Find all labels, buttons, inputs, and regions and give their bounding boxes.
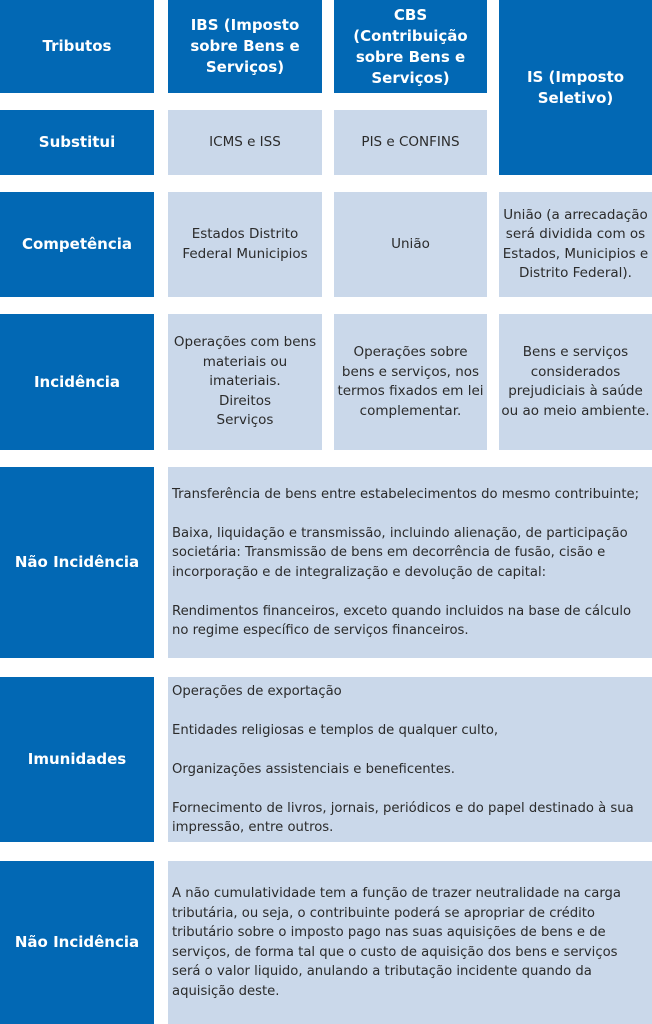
- paragraph: Rendimentos financeiros, exceto quando incluidos na base de cálculo no regime específico de serviços financeiros.: [172, 603, 632, 638]
- row-header-nao-cumulatividade: Não Incidência: [0, 861, 154, 1024]
- cell-substitui-cbs: PIS e CONFINS: [334, 110, 487, 175]
- cell-incidencia-is: Bens e serviços considerados prejudiciais à saúde ou ao meio ambiente.: [499, 314, 652, 450]
- label: Tributos: [42, 37, 112, 55]
- paragraph: Baixa, liquidação e transmissão, incluindo alienação, de participação societária: Transmissão de bens em decorrência de fusão, cisão e incorporação e de integralização e devolução de capital:: [172, 525, 628, 580]
- cell-competencia-cbs: União: [334, 192, 487, 297]
- cell-competencia-ibs: Estados Distrito Federal Municipios: [168, 192, 322, 297]
- cell-competencia-is: União (a arrecadação será dividida com os Estados, Municipios e Distrito Federal).: [499, 192, 652, 297]
- paragraph: Organizações assistenciais e beneficentes.: [172, 761, 455, 777]
- row-header-substitui: Substitui: [0, 110, 154, 175]
- column-header-cbs: CBS (Contribuição sobre Bens e Serviços): [334, 0, 487, 93]
- cell-incidencia-cbs: Operações sobre bens e serviços, nos termos fixados em lei complementar.: [334, 314, 487, 450]
- row-header-incidencia: Incidência: [0, 314, 154, 450]
- cell-substitui-ibs: ICMS e ISS: [168, 110, 322, 175]
- paragraph: Fornecimento de livros, jornais, periódicos e do papel destinado à sua impressão, entre outros.: [172, 800, 634, 835]
- cell-imunidades: [168, 677, 652, 842]
- row-header-competencia: Competência: [0, 192, 154, 297]
- column-header-is: IS (Imposto Seletivo): [499, 0, 652, 175]
- cell-nao-incidencia: [168, 467, 652, 658]
- paragraph: A não cumulatividade tem a função de trazer neutralidade na carga tributária, ou seja, o contribuinte poderá se apropriar de crédito tributário sobre o imposto pago nas suas aquisições de bens e de serviços, de forma tal que o custo de aquisição dos bens e serviços será o valor liquido, anulando a tributação incidente quando da aquisição deste.: [172, 886, 622, 999]
- cell-incidencia-ibs: Operações com bens materiais ou imateriais. Direitos Serviços: [168, 314, 322, 450]
- column-header-ibs: IBS (Imposto sobre Bens e Serviços): [168, 0, 322, 93]
- cell-nao-cumulatividade: [168, 861, 652, 1024]
- row-header-imunidades: Imunidades: [0, 677, 154, 842]
- row-header-tributos: [0, 0, 154, 93]
- paragraph: Operações de exportação: [172, 683, 342, 699]
- row-header-nao-incidencia: Não Incidência: [0, 467, 154, 658]
- paragraph: Entidades religiosas e templos de qualquer culto,: [172, 722, 499, 738]
- paragraph: Transferência de bens entre estabelecimentos do mesmo contribuinte;: [172, 486, 640, 502]
